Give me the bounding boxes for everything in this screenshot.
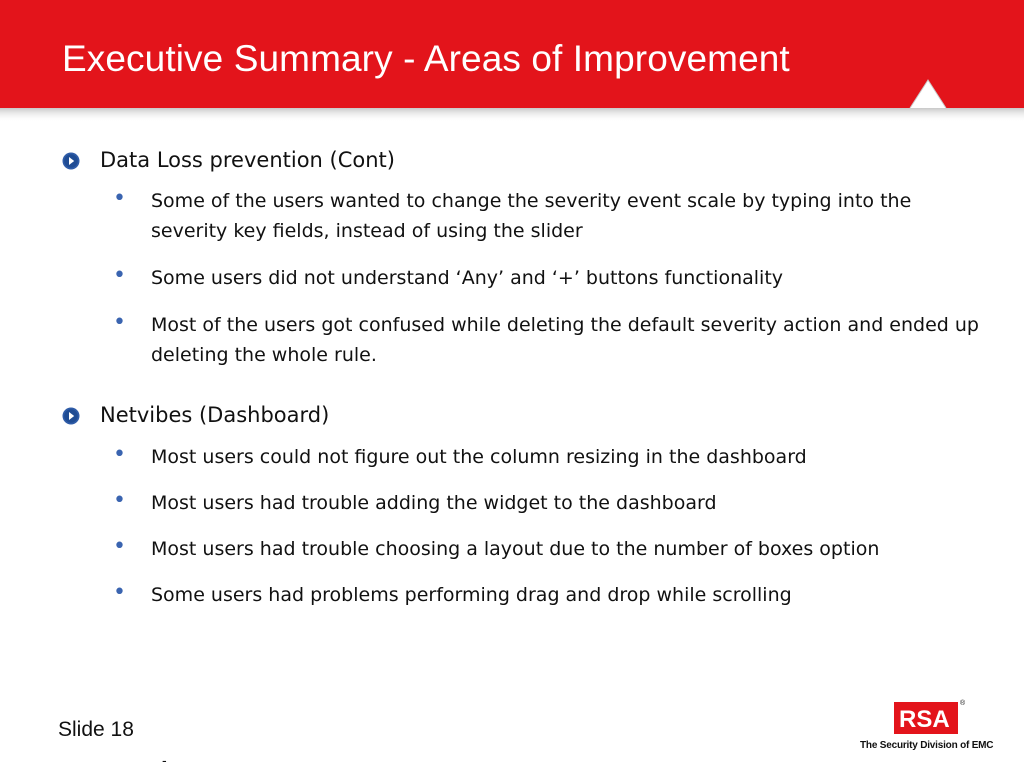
- circle-arrow-icon: [62, 152, 80, 170]
- bullet-dot: •: [113, 186, 126, 211]
- list-item-text: Most users could not figure out the column resizing in the dashboard: [151, 446, 807, 468]
- bullet-dot: •: [113, 488, 126, 513]
- logo-brand-text: RSA: [899, 706, 950, 733]
- section-label: Netvibes (Dashboard): [100, 403, 330, 427]
- list-item-text: Some of the users wanted to change the severity event scale by typing into the severity key fields, instead of using the slider: [151, 190, 912, 242]
- rsa-logo-mark: [894, 702, 958, 734]
- footer-dash: -: [162, 752, 167, 768]
- bullet-dot: •: [113, 263, 126, 288]
- list-item-text: Most of the users got confused while deleting the default severity action and ended up deleting the whole rule.: [151, 314, 979, 366]
- bullet-dot: •: [113, 310, 126, 335]
- bullet-dot: •: [113, 534, 126, 559]
- slide-number: Slide 18: [58, 718, 134, 741]
- registered-mark: ®: [960, 700, 966, 707]
- list-item-text: Some users had problems performing drag and drop while scrolling: [151, 584, 792, 606]
- rsa-logo: [860, 700, 994, 758]
- slide-title: Executive Summary - Areas of Improvement: [62, 38, 790, 79]
- bullet-dot: •: [113, 580, 126, 605]
- bullet-dot: •: [113, 442, 126, 467]
- list-item-text: Some users did not understand ‘Any’ and ‘+’ buttons functionality: [151, 267, 784, 289]
- circle-arrow-icon: [62, 407, 80, 425]
- list-item-text: Most users had trouble choosing a layout due to the number of boxes option: [151, 538, 880, 560]
- list-item-text: Most users had trouble adding the widget to the dashboard: [151, 492, 717, 514]
- section-label: Data Loss prevention (Cont): [100, 148, 395, 172]
- logo-tagline: The Security Division of EMC: [860, 740, 994, 751]
